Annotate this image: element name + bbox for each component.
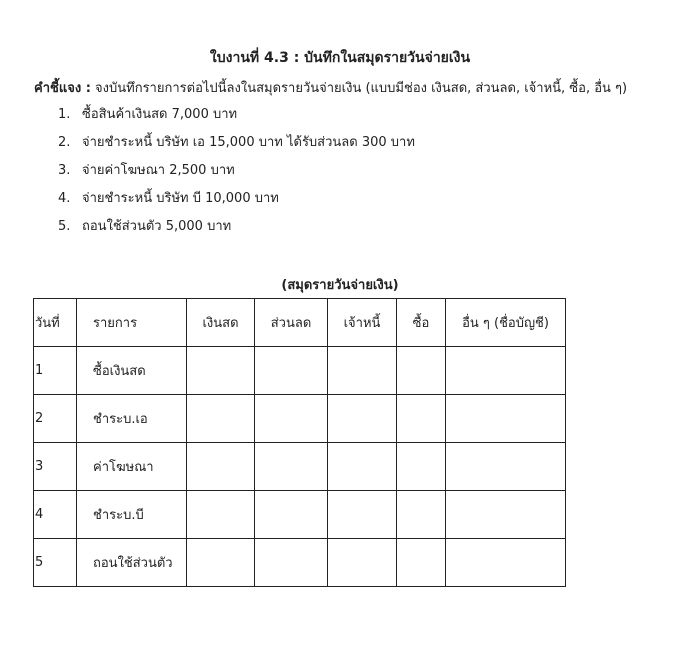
list-item-text: จ่ายชำระหนี้ บริษัท บี 10,000 บาท — [82, 191, 279, 206]
list-item-number: 4. — [58, 191, 71, 206]
cell-cash — [187, 443, 255, 491]
table-row — [34, 539, 566, 587]
cell-purchase — [397, 347, 446, 395]
cell-other — [446, 395, 566, 443]
instruction — [34, 77, 627, 98]
cell-purchase — [397, 491, 446, 539]
list-item — [58, 190, 415, 218]
cell-cash — [187, 539, 255, 587]
cell-creditor — [328, 443, 397, 491]
cell-description: ซื้อเงินสด — [77, 347, 187, 395]
table-row — [34, 443, 566, 491]
list-item-number: 3. — [58, 163, 71, 178]
cell-creditor — [328, 491, 397, 539]
cell-creditor — [328, 347, 397, 395]
header-creditor: เจ้าหนี้ — [328, 299, 397, 347]
instruction-label: คำชี้แจง : — [34, 81, 91, 96]
list-item — [58, 162, 415, 190]
cell-other — [446, 491, 566, 539]
cell-date: 2 — [34, 395, 77, 443]
list-item-text: จ่ายค่าโฆษณา 2,500 บาท — [82, 163, 235, 178]
table-header-row — [34, 299, 566, 347]
cell-cash — [187, 395, 255, 443]
cell-discount — [255, 443, 328, 491]
list-item — [58, 106, 415, 134]
cell-date: 3 — [34, 443, 77, 491]
list-item-text: ถอนใช้ส่วนตัว 5,000 บาท — [82, 219, 232, 234]
transaction-list — [58, 106, 415, 246]
header-cash: เงินสด — [187, 299, 255, 347]
cell-cash — [187, 347, 255, 395]
cell-date: 1 — [34, 347, 77, 395]
list-item-text: จ่ายชำระหนี้ บริษัท เอ 15,000 บาท ได้รับส่วนลด 300 บาท — [82, 135, 415, 150]
table-caption: (สมุดรายวันจ่ายเงิน) — [281, 278, 399, 293]
table-row — [34, 395, 566, 443]
cash-payment-journal-table — [33, 298, 566, 587]
cell-cash — [187, 491, 255, 539]
cell-creditor — [328, 395, 397, 443]
list-item — [58, 218, 415, 246]
header-description: รายการ — [77, 299, 187, 347]
cell-discount — [255, 539, 328, 587]
cell-creditor — [328, 539, 397, 587]
cell-description: ชำระบ.เอ — [77, 395, 187, 443]
list-item-text: ซื้อสินค้าเงินสด 7,000 บาท — [82, 107, 238, 122]
cell-discount — [255, 347, 328, 395]
cell-discount — [255, 491, 328, 539]
instruction-text: จงบันทึกรายการต่อไปนี้ลงในสมุดรายวันจ่ายเงิน (แบบมีช่อง เงินสด, ส่วนลด, เจ้าหนี้, ซื้อ, อื่น ๆ) — [95, 81, 628, 96]
header-discount: ส่วนลด — [255, 299, 328, 347]
table-row — [34, 491, 566, 539]
list-item-number: 2. — [58, 135, 71, 150]
table-row — [34, 347, 566, 395]
cell-description: ค่าโฆษณา — [77, 443, 187, 491]
cell-purchase — [397, 395, 446, 443]
cell-discount — [255, 395, 328, 443]
cell-date: 4 — [34, 491, 77, 539]
header-purchase: ซื้อ — [397, 299, 446, 347]
cell-date: 5 — [34, 539, 77, 587]
cell-purchase — [397, 539, 446, 587]
cell-other — [446, 347, 566, 395]
worksheet-title: ใบงานที่ 4.3 : บันทึกในสมุดรายวันจ่ายเงิน — [209, 50, 471, 66]
cell-other — [446, 539, 566, 587]
header-date: วันที่ — [34, 299, 77, 347]
list-item-number: 5. — [58, 219, 71, 234]
cell-description: ชำระบ.บี — [77, 491, 187, 539]
header-other: อื่น ๆ (ชื่อบัญชี) — [446, 299, 566, 347]
cell-description: ถอนใช้ส่วนตัว — [77, 539, 187, 587]
cell-other — [446, 443, 566, 491]
list-item-number: 1. — [58, 107, 71, 122]
list-item — [58, 134, 415, 162]
cell-purchase — [397, 443, 446, 491]
